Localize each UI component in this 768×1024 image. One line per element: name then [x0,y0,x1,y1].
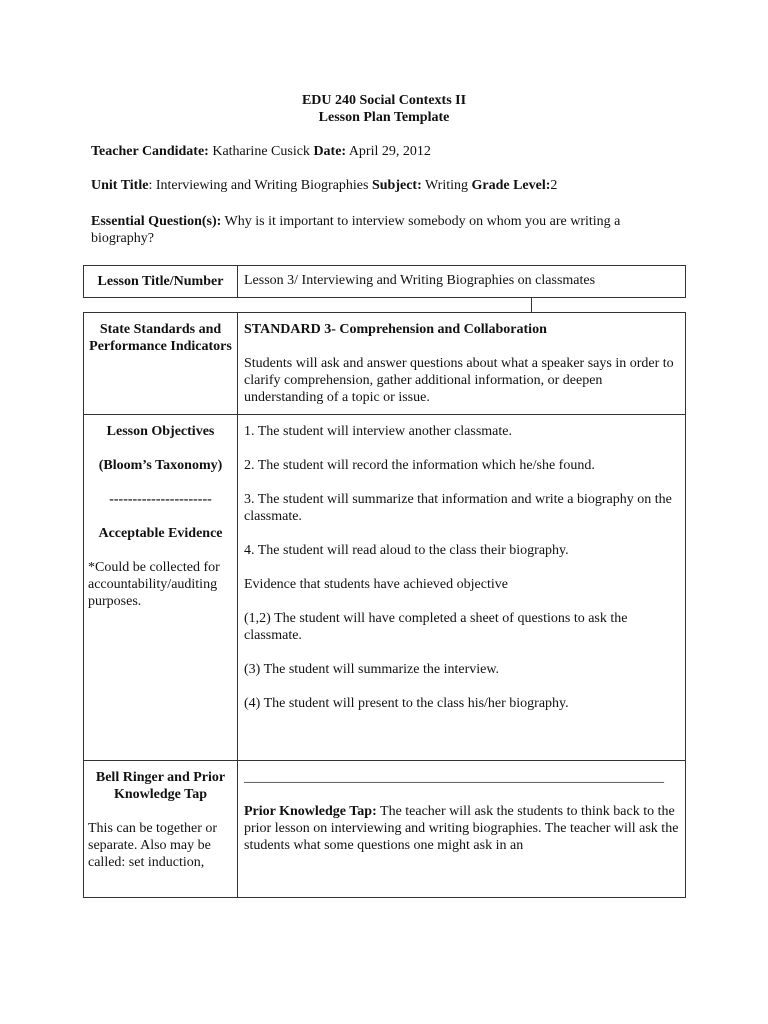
row-divider-1 [83,414,686,415]
unit-label: Unit Title [91,178,149,193]
subject-label: Subject: [371,178,422,193]
grade-label: Grade Level: [471,178,551,193]
standards-text: Students will ask and answer questions about what a speaker says in order to clarify comprehension, gather additional information, or deepen understanding of a topic or issue. [244,356,674,405]
lesson-title-divider [237,265,238,298]
standards-label: State Standards and Performance Indicators [89,322,232,354]
objectives-left-column [88,423,233,610]
template-title: Lesson Plan Template [318,110,450,125]
prior-knowledge-label: Prior Knowledge Tap: [244,804,377,819]
main-table-column-divider [237,312,238,898]
evidence-note: *Could be collected for accountability/auditing purposes. [88,560,220,609]
row-divider-2 [83,760,686,761]
evidence-item: (3) The student will summarize the interview. [244,662,500,677]
prior-knowledge-text [244,803,680,854]
bloom-label: (Bloom’s Taxonomy) [98,458,223,473]
objectives-right-column [244,423,680,712]
evidence-item: (1,2) The student will have completed a sheet of questions to ask the classmate. [244,611,628,643]
lesson-title-stub [531,298,532,312]
prior-knowledge-body: The teacher will ask the students to think back to the prior lesson on interviewing and writing biographies. The teacher will ask the students what some questions one might ask in an [244,804,679,853]
objective-item: 3. The student will summarize that information and write a biography on the classmate. [244,492,672,524]
bell-ringer-left-column [88,769,233,871]
teacher-label: Teacher Candidate: [91,144,209,159]
evidence-intro: Evidence that students have achieved objective [244,577,508,592]
essential-question [91,213,671,247]
teacher-line [91,143,691,160]
objective-item: 4. The student will read aloud to the class their biography. [244,543,569,558]
bell-ringer-rule: ____________________________________________________________ [244,770,664,785]
bell-ringer-note: This can be together or separate. Also may be called: set induction, [88,821,218,870]
bell-ringer-right-column [244,769,680,854]
evidence-item: (4) The student will present to the class his/her biography. [244,696,569,711]
standards-content [244,321,680,406]
objective-item: 2. The student will record the information which he/she found. [244,458,595,473]
date-value: April 29, 2012 [346,144,431,159]
eq-value: Why is it important to interview somebody on whom you are writing a biography? [91,214,621,246]
unit-value: : Interviewing and Writing Biographies [148,178,372,193]
standards-heading: STANDARD 3- Comprehension and Collaboration [244,322,547,337]
objective-item: 1. The student will interview another classmate. [244,424,513,439]
course-title: EDU 240 Social Contexts II [301,93,467,108]
evidence-label: Acceptable Evidence [98,526,223,541]
bell-ringer-label: Bell Ringer and Prior Knowledge Tap [95,770,226,802]
lesson-title-label: Lesson Title/Number [97,274,224,289]
date-label: Date: [313,144,347,159]
eq-label: Essential Question(s): [91,214,222,229]
lesson-title-value: Lesson 3/ Interviewing and Writing Biographies on classmates [244,273,596,288]
unit-line [91,177,691,194]
grade-value: 2 [550,178,558,193]
subject-value: Writing [421,178,472,193]
teacher-value: Katharine Cusick [208,144,314,159]
objectives-divider: ---------------------- [109,492,212,507]
objectives-label: Lesson Objectives [106,424,215,439]
